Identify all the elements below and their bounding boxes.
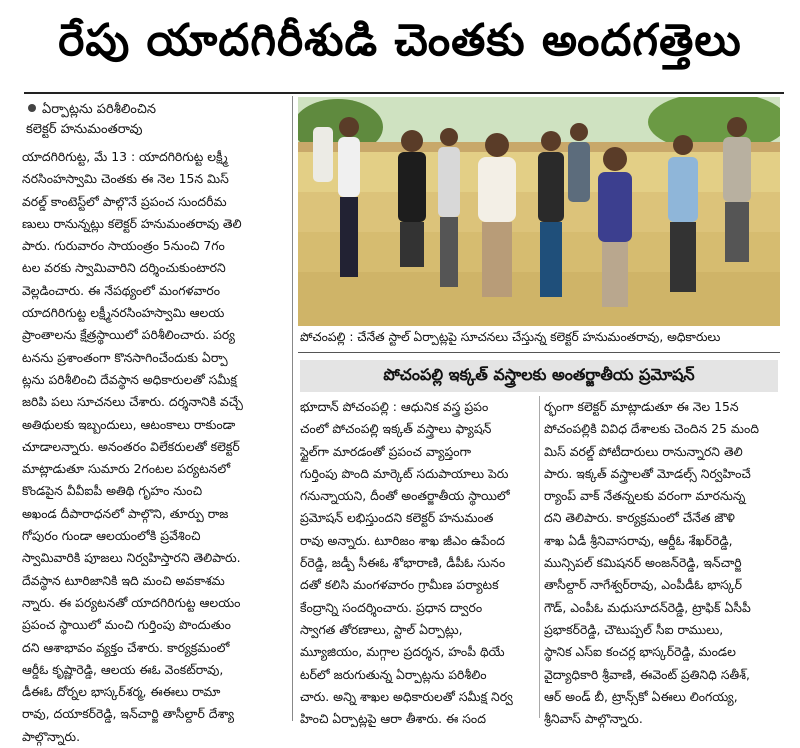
article-line: శ్రీనివాస్ పాల్గొన్నారు.	[544, 711, 643, 727]
article-line: ఆర్ అండ్ బీ, ట్రాన్స్‌కో ఏఈలు లింగయ్య,	[544, 688, 738, 704]
article-line: ప్రాంతాలను క్షేత్రస్థాయిలో పరిశీలించారు. పర్య	[22, 327, 235, 343]
headline-rule	[24, 92, 784, 94]
left-article-column	[22, 146, 288, 748]
article-line: దని తెలిపారు. కార్యక్రమంలో చేనేత జౌళి	[544, 510, 735, 526]
news-photo	[298, 97, 780, 326]
article-line: చూడాలన్నారు. అనంతరం విలేకరులతో కలెక్టర్	[22, 438, 240, 454]
column-divider	[292, 96, 293, 721]
article-line: పాల్గొన్నారు.	[22, 728, 81, 744]
bullet-icon	[28, 104, 36, 112]
article-line: న్నారు. ఈ పర్యటనతో యాదగిరిగుట్ట ఆలయం	[22, 594, 241, 610]
article-line: ట్లను పరిశీలించి దేవస్థాన అధికారులతో సమీక్ష	[22, 371, 237, 387]
article-line: గౌడ్, ఎంపీఓ మధుసూదన్‌రెడ్డి, ట్రాఫిక్ ఏసీపీ	[544, 599, 751, 615]
article-line: స్టైల్‌గా మారడంతో ప్రపంచ వ్యాప్తంగా	[300, 443, 471, 459]
article-line: యాదగిరిగుట్ట లక్ష్మీనరసింహస్వామి ఆలయ	[22, 305, 225, 321]
article-line: గోపురం గుండా ఆలయంలోకి ప్రవేశించి	[22, 528, 201, 544]
article-line: భూదాన్ పోచంపల్లి : ఆధునిక వస్త్ర ప్రపం	[300, 399, 489, 414]
article-line: వెల్లడించారు. ఈ నేపథ్యంలో మంగళవారం	[22, 282, 221, 298]
article-line: దని ఆశాభావం వ్యక్తం చేశారు. కార్యక్రమంలో	[22, 639, 230, 655]
sub-heading-line-1: ఏర్పాట్లను పరిశీలించిన	[42, 102, 156, 117]
second-headline: పోచంపల్లి ఇక్కత్ వస్త్రాలకు అంతర్జాతీయ ప్రమోషన్	[300, 360, 778, 392]
article-line: హించి ఏర్పాట్లపై ఆరా తీశారు. ఈ సంద	[300, 711, 486, 727]
article-line: రావు, దయాకర్‌రెడ్డి, ఇన్‌చార్జి తాసీల్దార్ దేశ్యా	[22, 706, 235, 722]
photo-caption: పోచంపల్లి : చేనేత స్టాల్ ఏర్పాట్లపై సూచనలు చేస్తున్న కలెక్టర్ హనుమంతరావు, అధికారులు	[300, 330, 721, 344]
article-line: జరిపి పలు సూచనలు చేశారు. దర్శనానికి వచ్చే	[22, 394, 243, 410]
headline: రేపు యాదగిరీశుడి చెంతకు అందగత్తెలు	[58, 15, 742, 66]
article-line: ప్రభాకర్‌రెడ్డి, చౌటుప్పల్ సీఐ రాములు,	[544, 621, 724, 637]
sub-heading-line-2: కలెక్టర్ హనుమంతరావు	[26, 122, 143, 137]
article-line: టర్‌లో జరుగుతున్న ఏర్పాట్లను పరిశీలిం	[300, 666, 487, 682]
article-line: మ్యూజియం, మగ్గాల ప్రదర్శన, హంపీ థియే	[300, 644, 505, 660]
article-line: గుర్తింపు పొంది మార్కెట్ సదుపాయాలు పెరు	[300, 465, 509, 481]
article-line: స్థానిక ఎస్ఐ కంచర్ల భాస్కర్‌రెడ్డి, మండల	[544, 644, 736, 660]
article-line: వైద్యాధికారి శ్రీవాణి, ఈవెంట్ ప్రతినిధి సతీశ్,	[544, 666, 750, 682]
article-line: మిస్ వరల్డ్ పోటీదారులు రానున్నారని తెలి	[544, 443, 743, 459]
article-line: స్వాగత తోరణాలు, స్టాల్ ఏర్పాట్లు,	[300, 621, 463, 637]
right-article-column	[544, 396, 780, 730]
article-line: కొండపైన వీవీఐపీ అతిథి గృహం నుంచి	[22, 483, 203, 499]
article-line: ర్యాంప్ వాక్ నేతన్నలకు వరంగా మారనున్న	[544, 488, 746, 504]
article-line: మాట్లాడుతూ సుమారు 2గంటల పర్యటనలో	[22, 461, 231, 477]
article-line: ప్రపంచ స్థాయిలో మంచి గుర్తింపు పొందుతుం	[22, 617, 231, 633]
article-line: మున్సిపల్ కమిషనర్ అంజన్‌రెడ్డి, ఇన్‌చార్జి	[544, 555, 742, 571]
article-line: తాసీల్దార్ నాగేశ్వర్‌రావు, ఎంపీడీఓ భాస్కర్	[544, 577, 743, 593]
article-line: శాఖ ఏడీ శ్రీనివాసరావు, ఆర్డీఓ శేఖర్‌రెడ్డి,	[544, 532, 733, 548]
caption-rule	[298, 352, 780, 353]
article-line: ర్‌రెడ్డి, జడ్పీ సీఈఓ శోభారాణి, డీపీఓ సునం	[300, 555, 506, 571]
article-line: దతో కలిసి మంగళవారం గ్రామీణ పర్యాటక	[300, 577, 499, 593]
article-line: యాదగిరిగుట్ట, మే 13 : యాదగిరిగుట్ట లక్ష్మీ	[22, 149, 228, 164]
article-line: అఖండ దీపారాధనలో పాల్గొని, తూర్పు రాజ	[22, 505, 229, 521]
article-line: కేంద్రాన్ని సందర్శించారు. ప్రధాన ద్వారం	[300, 599, 483, 615]
article-line: ఆర్డీఓ కృష్ణారెడ్డి, ఆలయ ఈఓ వెంకట్‌రావు,	[22, 661, 224, 677]
article-line: చంలో పోచంపల్లి ఇక్కత్ వస్త్రాలు ఫ్యాషన్	[300, 421, 492, 437]
article-line: స్వామివారికి పూజలు నిర్వహిస్తారని తెలిపారు.	[22, 550, 241, 566]
article-line: అతిథులకు ఇబ్బందులు, ఆటంకాలు రాకుండా	[22, 416, 236, 432]
article-line: పోచంపల్లికి వివిధ దేశాలకు చెందిన 25 మంది	[544, 421, 759, 437]
article-line: చారు. అన్ని శాఖల అధికారులతో సమీక్ష నిర్వ	[300, 688, 513, 704]
middle-article-column	[300, 396, 536, 730]
article-line: రావు అన్నారు. టూరిజం శాఖ జీఎం ఉపేంద	[300, 532, 505, 548]
inner-column-divider	[539, 396, 540, 718]
article-line: ర్భంగా కలెక్టర్ మాట్లాడుతూ ఈ నెల 15న	[544, 399, 739, 414]
sub-heading	[22, 100, 287, 140]
article-line: దేవస్థాన టూరిజానికి ఇది మంచి అవకాశమ	[22, 572, 225, 588]
article-line: ణులు రానున్నట్లు కలెక్టర్ హనుమంతరావు తెలి	[22, 215, 242, 231]
article-line: నరసింహస్వామి చెంతకు ఈ నెల 15న మిస్	[22, 171, 229, 187]
article-line: గనున్నాయని, దీంతో అంతర్జాతీయ స్థాయిలో	[300, 488, 510, 504]
article-line: టల వరకు స్వామివారిని దర్శించుకుంటారని	[22, 260, 226, 276]
article-line: టనను ప్రశాంతంగా కొనసాగించేందుకు ఏర్పా	[22, 349, 228, 365]
article-line: వరల్డ్ కాంటెస్ట్‌లో పాల్గొనే ప్రపంచ సుందరీమ	[22, 193, 227, 209]
article-line: పారు. ఇక్కత్ వస్త్రాలతో మోడల్స్ నిర్వహించే	[544, 465, 751, 481]
article-line: డీఈఓ దోర్నల భాస్కర్‌శర్మ, ఈఈలు రామా	[22, 684, 221, 700]
article-line: పారు. గురువారం సాయంత్రం 5నుంచి 7గం	[22, 238, 225, 254]
article-line: ప్రమోషన్ లభిస్తుందని కలెక్టర్ హనుమంత	[300, 510, 494, 526]
